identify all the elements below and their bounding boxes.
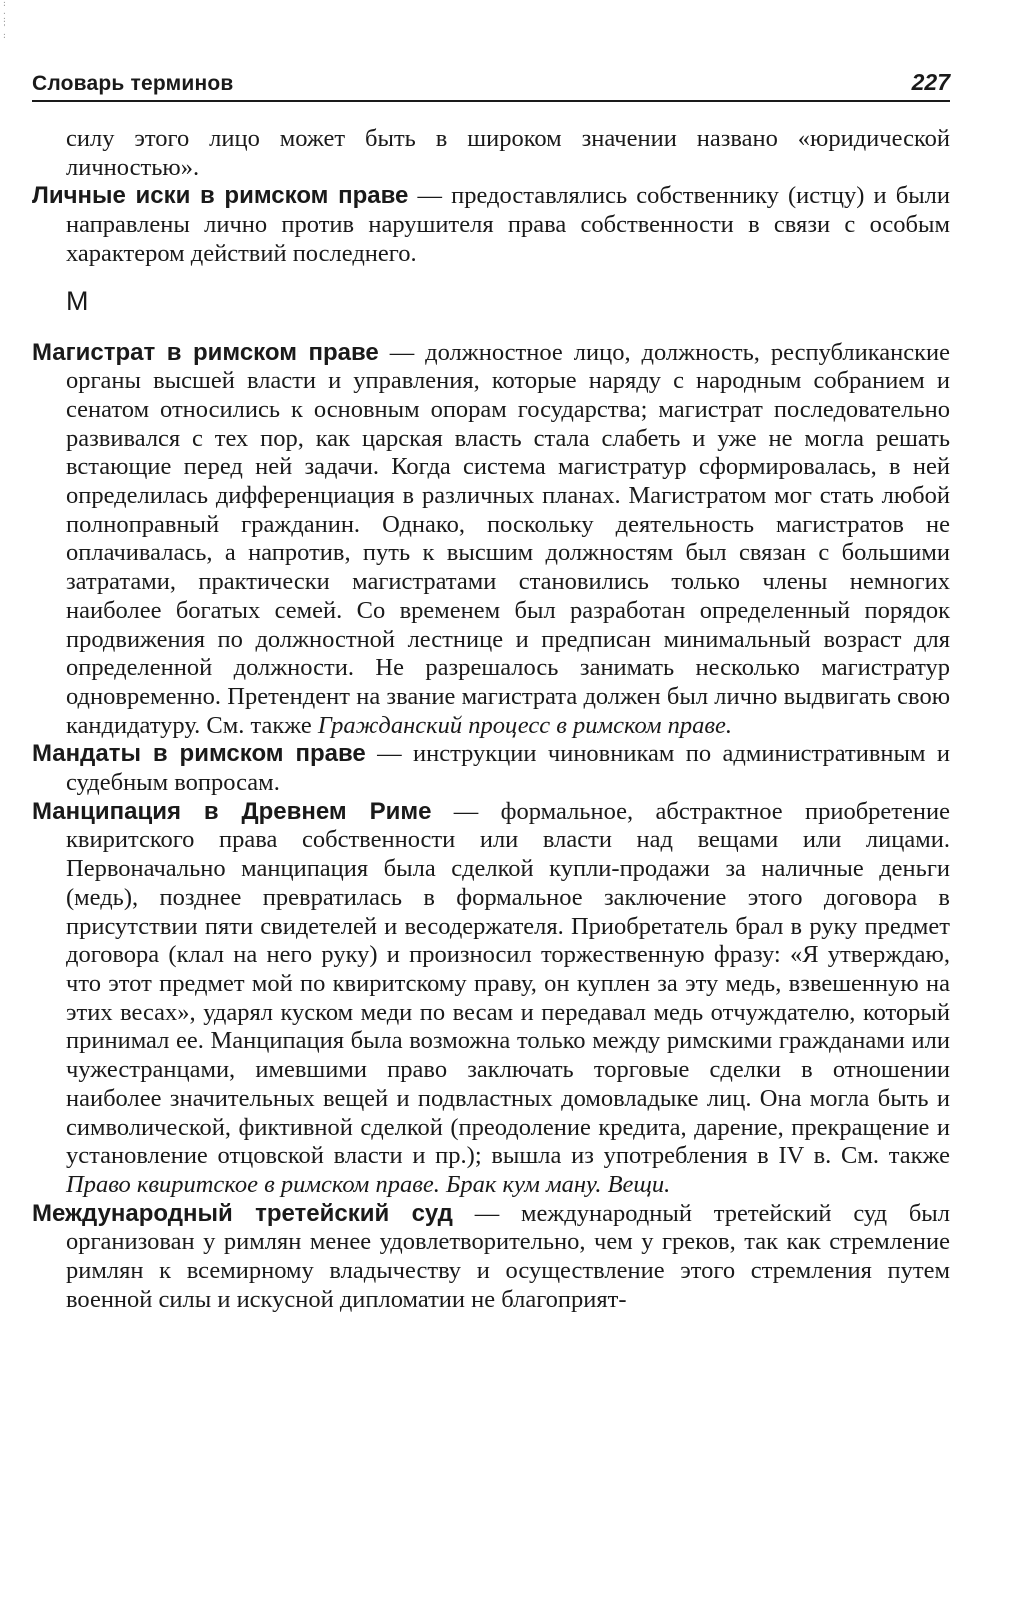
dictionary-entry (32, 740, 950, 797)
entry-term: Манципация в Древнем Риме (32, 797, 432, 825)
entry-term: Мандаты в римском праве (32, 740, 366, 768)
entry-text: — должностное лицо, должность, республиканские органы высшей власти и управления, которые наряду с народным собранием и сенатом относились к основным опорам государства; магистрат последовательно развивался с тех пор, как царская власть стала слабеть и уже не могла решать встающие перед ней задачи. Когда система магистратур сформировалась, в ней определилась дифференциация в различных планах. Магистратом мог стать любой полноправный гражданин. Однако, поскольку деятельность магистратов не оплачивалась, а напротив, путь к высшим должностям был связан с большими затратами, практически магистратами становились только члены немногих наиболее богатых семей. Со временем был разработан определенный порядок продвижения по должностной лестнице и предписан минимальный возраст для определенной должности. Не разрешалось занимать несколько магистратур одновременно. Претендент на звание магистрата должен был лично выдвигать свою кандидатуру. См. также (66, 338, 950, 739)
entry-term: Магистрат в римском праве (32, 338, 379, 366)
cross-reference: Гражданский процесс в римском праве. (317, 711, 732, 739)
entry-text: — предоставлялись собственнику (истцу) и были направлены лично против нарушителя права собственности в связи с особым характером действий последнего. (66, 182, 950, 267)
section-letter: М (66, 285, 89, 316)
entry-text: — формальное, абстрактное приобретение квиритского права собственности или власти над вещами или лицами. Первоначально манципация была сделкой купли-продажи за наличные деньги (медь), позднее превратилась в формальное заключение этого договора в присутствии пяти свидетелей и весодержателя. Приобретатель брал в руку предмет договора (клал на него руку) и произносил торжественную фразу: «Я утверждаю, что этот предмет мой по квиритскому праву, он куплен за эту медь, взвешенную на этих весах», ударял куском меди по весам и передавал медь отчуждателю, который принимал ее. Манципация была возможна только между римскими гражданами или чужестранцами, имевшими право заключать торговые сделки в отношении наиболее значительных вещей и подвластных домовладыке лиц. Она могла быть и символической, фиктивной сделкой (преодоление кредита, дарение, прекращение и установление отцовской власти и пр.); вышла из употребления в IV в. См. также (66, 797, 950, 1170)
dictionary-text (32, 125, 950, 1314)
dictionary-entry (32, 339, 950, 741)
entry-text: — международный третейский суд был организован у римлян менее удовлетворительно, чем у греков, так как стремление римлян к всемирному владычеству и осуществление этого стремления путем военной силы и искусной дипломатии не благоприят- (66, 1199, 950, 1313)
entry-term: Личные иски в римском праве (32, 182, 409, 210)
cross-reference: Право квиритское в римском праве. Брак кум ману. Вещи. (66, 1170, 671, 1198)
dictionary-entry (32, 798, 950, 1200)
running-header (32, 68, 950, 102)
section-title: Словарь терминов (32, 72, 234, 95)
entry-term: Международный третейский суд (32, 1199, 453, 1227)
entry-text: силу этого лицо может быть в широком значении названо «юридической личностью». (66, 125, 950, 181)
page-number: 227 (911, 69, 950, 95)
entry-continuation (32, 125, 950, 182)
entry-text: — инструкции чиновникам по административным и судебным вопросам. (66, 740, 950, 797)
scan-margin-marks: : . : ' : (2, 0, 7, 40)
dictionary-entry (32, 1200, 950, 1315)
dictionary-entry (32, 182, 950, 268)
